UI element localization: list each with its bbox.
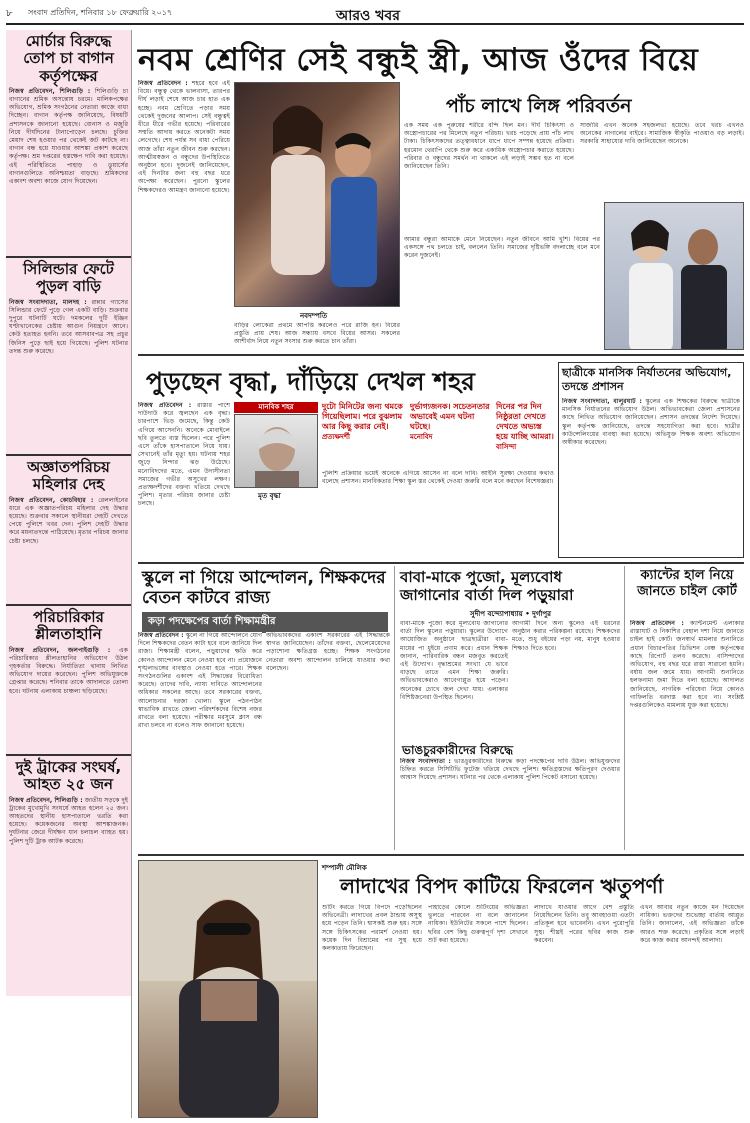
quote-box-3 (496, 402, 554, 466)
quote-box-2 (410, 402, 494, 466)
quote-text: দুর্ভাগ্যজনক। সচেতনতার অভাবেই এমন ঘটনা ঘটছে। (410, 402, 490, 431)
left-story-byline: নিজস্ব প্রতিবেদন, শিলিগুড়ি : (9, 796, 83, 804)
left-story-truck-collision (6, 756, 131, 996)
teacher-salary-byline: নিজস্ব প্রতিবেদন : (138, 632, 184, 639)
left-story-body (9, 497, 128, 546)
story2-byline: নিজস্ব প্রতিবেদন : (138, 402, 192, 409)
left-story-headline: অজ্ঞাতপরিচয় মহিলার দেহ (27, 458, 110, 494)
parents-worship-column-b: আগামী দিনে অন্য স্কুলেও এই ধরনের অনুষ্ঠান করার পরিকল্পনা রয়েছে। শিক্ষকদের মতে, শুধু বইয়ের পড়া নয়, মানুষ হওয়ার শিক্ষাও দিতে হবে। (512, 620, 620, 738)
couple-photo (234, 82, 400, 307)
story2-column-b: পুলিশি প্রক্রিয়ার ভয়েই অনেকে এগিয়ে আসেন না বলে দাবি। আইনি সুরক্ষা দেওয়ার কথাও বলেছে প্রশাসন। মানবিকতার শিক্ষা স্কুল স্তর থেকেই দেওয়া জরুরি বলে মনে করছেন বিশেষজ্ঞরা। (322, 470, 554, 558)
actress-headline: লাদাখের বিপদ কাটিয়ে ফিরলেন ঋতুপর্ণা (340, 874, 664, 898)
burning-woman-headline: পুড়ছেন বৃদ্ধা, দাঁড়িয়ে দেখল শহর (146, 367, 475, 396)
parents-worship-headline: বাবা-মাকে পুজো, মূল্যবোধ জাগানোর বার্তা দিল পড়ুয়ারা (400, 568, 574, 604)
vandalism-headline: ভাঙচুরকারীদের বিরুদ্ধে (402, 743, 514, 757)
quote-box-1 (322, 402, 406, 466)
quote-name: মনোবিদ (410, 433, 433, 441)
left-story-tea-garden (6, 30, 131, 258)
left-story-text: এক পরিচারিকার শ্লীলতাহানির অভিযোগ উঠল গৃহকর্তার বিরুদ্ধে। নির্যাতিতা থানায় লিখিত অভিযোগ দায়ের করেছেন। পুলিশ অভিযুক্তকে গ্রেপ্তার করেছে। শনিবার তাকে আদালতে তোলা হবে। ঘটনায় এলাকায় চাঞ্চল্য ছড়িয়েছে। (9, 646, 128, 695)
column-divider (624, 566, 625, 850)
sex-change-body-b: সার্জারি এখন অনেক সহজলভ্য হয়েছে। তবে খরচ এখনও অনেকের নাগালের বাইরে। সামাজিক স্বীকৃতি পাওয়াও বড় লড়াই। সরকারি সাহায্যের দাবি জানিয়েছেন অনেকে। (580, 122, 744, 200)
quote-text: দুটো মিনিটের জন্য থমকে গিয়েছিলাম। পরে বুঝলাম আর কিছু করার নেই। (322, 402, 403, 431)
quote-text: দিনের পর দিন নিষ্ঠুরতা দেখতে দেখতে অভ্যস্ত হয়ে যাচ্ছি আমরা। (496, 402, 554, 441)
left-story-byline: নিজস্ব প্রতিবেদন, শিলিগুড়ি : (9, 87, 91, 95)
teacher-salary-headline: স্কুলে না গিয়ে আন্দোলন, শিক্ষকদের বেতন কাটবে রাজ্য (142, 568, 386, 608)
harassment-headline: ছাত্রীকে মানসিক নির্যাতনের অভিযোগ, তদন্তে প্রশাসন (562, 366, 732, 393)
left-story-headline: দুই ট্রাকের সংঘর্ষ, আহত ২৫ জন (15, 758, 122, 794)
left-story-byline: নিজস্ব প্রতিবেদন, কোচবিহার : (9, 496, 94, 504)
teacher-salary-column-a (138, 632, 262, 848)
story1-byline: নিজস্ব প্রতিবেদন : (138, 80, 188, 87)
story2-body: রাস্তার পাশে দাউদাউ করে জ্বলছেন এক বৃদ্ধা। চারপাশে ভিড় জমেছে, কিন্তু কেউ এগিয়ে আসেননি। অনেকে মোবাইলে ছবি তুলতে ব্যস্ত ছিলেন। পরে পুলিশ এসে তাঁকে হাসপাতালে নিয়ে যায়। সেখানেই তাঁর মৃত্যু হয়। ঘটনায় শহর জুড়ে নিন্দার ঝড় উঠেছে। মনোবিদদের মতে, এমন উদাসীনতা সমাজের গভীর অসুখের লক্ষণ। প্রত্যক্ষদর্শীদের বক্তব্য খতিয়ে দেখছে পুলিশ। মৃতার পরিচয় জানার চেষ্টা চলছে। (138, 402, 230, 508)
quote-name: প্রত্যক্ষদর্শী (322, 433, 351, 441)
harassment-body (562, 398, 740, 554)
section-divider (138, 354, 744, 356)
section-divider (138, 562, 744, 564)
vandalism-text: ভাঙচুরকারীদের বিরুদ্ধে কড়া পদক্ষেপের দাবি উঠল। অভিযুক্তদের চিহ্নিত করতে সিসিটিভি ফুটেজ খতিয়ে দেখছে পুলিশ। ক্ষতিগ্রস্তদের ক্ষতিপূরণ দেওয়ার আশ্বাস দিয়েছে প্রশাসন। ঘটনার পর থেকে এলাকায় পুলিশ পিকেট বসানো হয়েছে। (400, 758, 620, 782)
cantonment-court-headline: ক্যান্টের হাল নিয়ে জানতে চাইল কোর্ট (637, 568, 737, 599)
quote-name: বাসিন্দা (496, 443, 517, 451)
left-story-harassment (6, 606, 131, 756)
actress-column-d: এখন আবার নতুন কাজে মন দিয়েছেন নায়িকা। ভক্তদের শুভেচ্ছা বার্তায় আপ্লুত তিনি। জানালেন, এই অভিজ্ঞতা তাঁকে আরও শক্ত করেছে। প্রকৃতির সঙ্গে লড়াই করে কাজ করার আনন্দই আলাদা। (640, 904, 744, 1116)
left-story-text: জাতীয় সড়কে দুই ট্রাকের মুখোমুখি সংঘর্ষে আহত হলেন ২৫ জন। আহতদের স্থানীয় হাসপাতালে ভরতি করা হয়েছে। কয়েকজনের অবস্থা আশঙ্কাজনক। দুর্ঘটনার জেরে দীর্ঘক্ষণ যান চলাচল ব্যাহত হয়। পুলিশ দুটি ট্রাক আটক করেছে। (9, 796, 128, 845)
actress-photo-credit: শম্পালী মৌলিক (322, 864, 367, 872)
actress-column-c: লাদাখে যাওয়ার আগে বেশ প্রস্তুতি নিয়েছিলেন তিনি। তবু আবহাওয়া এতটা প্রতিকূল হবে ভাবেননি। এখন পুরোপুরি সুস্থ। শীঘ্রই পরের ছবির কাজ শুরু করবেন। (534, 904, 634, 1116)
story2-column-a (138, 402, 230, 554)
dateline: সংবাদ প্রতিদিন, শনিবার ১৮ ফেব্রুয়ারি ২০১৭ (28, 8, 173, 17)
section-divider (138, 854, 744, 856)
harassment-text: স্কুলের এক শিক্ষকের বিরুদ্ধে ছাত্রীকে মানসিক নির্যাতনের অভিযোগ উঠল। অভিভাবকেরা জেলা প্রশাসনের কাছে লিখিত অভিযোগ জানিয়েছেন। প্রশাসন তদন্তের নির্দেশ দিয়েছে। স্কুল কর্তৃপক্ষ জানিয়েছে, তদন্তে সহযোগিতা করা হবে। ছাত্রীর কাউন্সেলিংয়ের ব্যবস্থা করা হয়েছে। অভিযুক্ত শিক্ষক অবশ্য অভিযোগ অস্বীকার করেছেন। (562, 398, 740, 447)
left-story-body (9, 88, 128, 186)
story1-column-a (138, 80, 230, 330)
column-divider (394, 566, 395, 850)
couple-photo-illustration (235, 83, 400, 307)
harassment-byline: নিজস্ব সংবাদদাতা, বালুরঘাট : (562, 398, 642, 405)
cantonment-court-text: ক্যান্টনমেন্ট এলাকার রাস্তাঘাট ও নিকাশির বেহাল দশা নিয়ে জানতে চাইল হাই কোর্ট। জনস্বার্থ মামলার শুনানিতে প্রধান বিচারপতির ডিভিশন বেঞ্চ কর্তৃপক্ষের কাছে রিপোর্ট তলব করেছে। বাসিন্দাদের অভিযোগ, বহু বছর ধরে রাস্তা সারানো হয়নি। বর্ষায় জল জমে যায়। আগামী শুনানিতে হলফনামা জমা দিতে বলা হয়েছে। আদালত জানিয়েছে, নাগরিক পরিষেবা নিয়ে কোনও গাফিলতি বরদাস্ত করা হবে না। সংশ্লিষ্ট দপ্তরগুলিকেও মামলায় যুক্ত করা হয়েছে। (630, 620, 744, 710)
parents-worship-byline: সুদীপ বন্দ্যোপাধ্যায় • দুর্গাপুর (470, 610, 552, 618)
left-story-byline: নিজস্ব প্রতিবেদন, জলপাইগুড়ি : (9, 646, 111, 654)
left-story-byline: নিজস্ব সংবাদদাতা, মালদহ : (9, 298, 87, 306)
left-story-text: রেললাইনের ধারে এক অজ্ঞাতপরিচয় মহিলার দেহ উদ্ধার হয়েছে। শুক্রবার সকালে স্থানীয়রা দেহটি দেখতে পেয়ে পুলিশে খবর দেন। পুলিশ দেহটি উদ্ধার করে ময়নাতদন্তে পাঠিয়েছে। মৃতার পরিচয় জানার চেষ্টা চলছে। (9, 496, 129, 545)
actress-photo (138, 860, 318, 1118)
left-story-body (9, 299, 128, 356)
actress-column-b: পাহাড়ের কোলে শুটিংয়ের অভিজ্ঞতা ভুলতে পারবেন না বলে জানালেন নায়িকা। ইউনিটের সকলে পাশে ছিলেন। ছবির বেশ কিছু গুরুত্বপূর্ণ দৃশ্য সেখানে শুট করা হয়েছে। (428, 904, 528, 1116)
couple-photo-caption: নবদম্পতি (300, 312, 328, 320)
left-story-cylinder (6, 258, 131, 456)
elderly-woman-caption: মৃত বৃদ্ধা (258, 492, 281, 500)
vandalism-body (400, 758, 620, 850)
main-headline: নবম শ্রেণির সেই বন্ধুই স্ত্রী, আজ ওঁদের বিয়ে (138, 42, 699, 78)
cantonment-court-body (630, 620, 744, 850)
transgender-couple-photo (604, 202, 744, 350)
actress-column-a: শুটিং করতে গিয়ে বিপদে পড়েছিলেন অভিনেত্রী। লাদাখের প্রবল ঠান্ডায় অসুস্থ হয়ে পড়েন তিনি। শ্বাসকষ্ট শুরু হয়। সঙ্গে সঙ্গে চিকিৎসকের পরামর্শ নেওয়া হয়। কয়েক দিন বিশ্রামের পর সুস্থ হয়ে কলকাতায় ফিরেছেন। (322, 904, 422, 1116)
left-story-body-found (6, 456, 131, 606)
vandalism-byline: নিজস্ব সংবাদদাতা : (400, 758, 451, 765)
story1-body-a: শহরে হবে এই বিয়ে। বন্ধুত্ব থেকে ভালবাসা, তারপর দীর্ঘ লড়াই শেষে আজ চার হাত এক হচ্ছে। নবম শ্রেণিতে পড়ার সময় থেকেই দুজনের আলাপ। সেই বন্ধুত্বই ধীরে ধীরে গভীর হয়েছে। পরিবারের সম্মতি আদায় করতে অনেকটা সময় লেগেছে। শেষ পর্যন্ত সব বাধা পেরিয়ে আজ তাঁরা নতুন জীবন শুরু করছেন। আত্মীয়স্বজন ও বন্ধুদের উপস্থিতিতে অনুষ্ঠান হবে। দুজনেই জানিয়েছেন, এই দিনটার জন্য বহু বছর ধরে অপেক্ষা করেছেন। পুরনো স্কুলের শিক্ষকদেরও আমন্ত্রণ জানানো হয়েছে। (138, 80, 230, 194)
sex-change-body-c: আমার বন্ধুরা আমাকে মেনে নিয়েছেন। নতুন জীবনে আমি খুশি। বিয়ের পর একসঙ্গে পথ চলতে চাই, বললেন তিনি। সমাজের দৃষ্টিভঙ্গি বদলাচ্ছে বলে মনে করেন দুজনেই। (404, 236, 600, 346)
elderly-woman-photo (234, 414, 318, 488)
parents-worship-column-a: বাবা-মাকে পুজো করে মূল্যবোধ জাগানোর বার্তা দিল স্কুলের পড়ুয়ারা। স্কুলের উদ্যোগে আয়োজিত অনুষ্ঠানে ছাত্রছাত্রীরা বাবা-মায়ের পা ধুইয়ে প্রণাম করে। প্রধান শিক্ষক জানান, পারিবারিক বন্ধন মজবুত করতেই এই উদ্যোগ। বৃদ্ধাশ্রমের সংখ্যা যে ভাবে বাড়ছে তাতে এমন শিক্ষা জরুরি। অভিভাবকেরাও আবেগাপ্লুত হয়ে পড়েন। অনেকের চোখে জল দেখা যায়। এলাকার বিশিষ্টজনেরা উপস্থিত ছিলেন। (400, 620, 508, 738)
left-story-text: শিলিগুড়ি চা বাগানের শ্রমিক অসন্তোষ চরমে। মালিকপক্ষের অভিযোগ, শ্রমিক সংগঠনের নেতারা কাজে বাধা দিচ্ছেন। বাগান কর্তৃপক্ষ জানিয়েছে, বিষয়টি প্রশাসনকে জানানো হয়েছে। বোনাস ও মজুরি নিয়ে দীর্ঘদিনের টানাপোড়েন চলছে। চুক্তির মেয়াদ শেষ হওয়ার পর থেকেই জট কাটছে না। বাগান বন্ধ হয়ে যাওয়ার আশঙ্কা প্রকাশ করেছে কর্তৃপক্ষ। শ্রম দপ্তরের হস্তক্ষেপ দাবি করা হয়েছে। এই পরিস্থিতিতে পাহাড় ও ডুয়ার্সের বাগানগুলিতে অনিশ্চয়তা বাড়ছে। শ্রমিকদের একাংশ অবশ্য কাজে যোগ দিয়েছেন। (9, 87, 129, 185)
left-story-body (9, 647, 128, 696)
teacher-salary-body: স্কুলে না গিয়ে আন্দোলনে যোগ দিলে শিক্ষকদের বেতন কাটা হবে বলে জানিয়ে দিল রাজ্য। শিক্ষামন্ত্রী বলেন, পড়ুয়াদের ক্ষতি করে কোনও আন্দোলন মেনে নেওয়া হবে না। প্রয়োজনে শৃঙ্খলাভঙ্গের ব্যবস্থাও নেওয়া হতে পারে। শিক্ষক সংগঠনগুলির একাংশ এই সিদ্ধান্তের বিরোধিতা করেছে। তাদের দাবি, ন্যায্য দাবিতে আন্দোলনের অধিকার সকলের আছে। তবে সরকারের বক্তব্য, আলোচনার দরজা খোলা। স্কুলে পঠনপাঠন স্বাভাবিক রাখতে জেলা পরিদর্শকদের বিশেষ নজর রাখতে বলা হয়েছে। পরীক্ষার মরসুমে ক্লাস বন্ধ রাখা চলবে না বলেও সাফ জানানো হয়েছে। (138, 632, 262, 730)
actress-illustration (139, 861, 318, 1118)
page-number: ৮ (6, 8, 13, 19)
sex-change-headline: পাঁচ লাখে লিঙ্গ পরিবর্তন (446, 95, 632, 117)
education-minister-strip: কড়া পদক্ষেপের বার্তা শিক্ষামন্ত্রীর (142, 612, 388, 633)
left-story-headline: পরিচারিকার শ্লীলতাহানি (33, 608, 104, 644)
sex-change-body-a: এক সময় এক পুরুষের শরীরে বন্দি ছিল মন। দীর্ঘ চিকিৎসা ও অস্ত্রোপচারের পর মিলেছে নতুন পরিচয়। খরচ পড়েছে প্রায় পাঁচ লাখ টাকা। চিকিৎসকদের তত্ত্বাবধানে ধাপে ধাপে সম্পন্ন হয়েছে প্রক্রিয়া। হরমোন থেরাপি থেকে শুরু করে একাধিক অস্ত্রোপচার করাতে হয়েছে। পরিবার ও বন্ধুদের সমর্থন না থাকলে এই লড়াই সম্ভব হত না বলে জানিয়েছেন তিনি। (404, 122, 574, 232)
left-story-headline: সিলিন্ডার ফেটে পুড়ল বাড়ি (23, 260, 114, 296)
cantonment-court-byline: নিজস্ব প্রতিবেদন : (630, 620, 684, 627)
humane-city-tag: মানবিক শহর (234, 402, 318, 413)
story1-column-b: বাড়ির লোকেরা প্রথমে আপত্তি করলেও পরে রাজি হন। বিয়ের প্রস্তুতি প্রায় শেষ। আজ সন্ধ্যায় বসবে বিয়ের আসর। সকলের আশীর্বাদ নিয়ে নতুন সংসার শুরু করতে চান তাঁরা। (234, 322, 400, 346)
transgender-couple-illustration (605, 203, 744, 350)
left-story-body (9, 797, 128, 846)
left-story-headline: মোর্চার বিরুদ্ধে তোপ চা বাগান কর্তৃপক্ষের (23, 32, 114, 85)
section-title: আরও খবর (336, 8, 400, 24)
left-story-text: রান্নার গ্যাসের সিলিন্ডার ফেটে পুড়ে গেল একটি বাড়ি। শুক্রবার দুপুরে ঘটনাটি ঘটে। দমকলের দুটি ইঞ্জিন ঘণ্টাখানেকের চেষ্টায় আগুন নিয়ন্ত্রণে আনে। কেউ হতাহত হননি। তবে আসবাবপত্র সহ প্রচুর জিনিস পুড়ে ছাই হয়ে গিয়েছে। পুলিশ ঘটনার তদন্ত শুরু করেছে। (9, 298, 128, 355)
left-column (6, 30, 132, 1118)
masthead (6, 3, 744, 25)
elderly-woman-illustration (235, 415, 318, 488)
teacher-salary-column-b: অভিভাবকদের একাংশ সরকারের এই সিদ্ধান্তকে স্বাগত জানিয়েছেন। তাঁদের বক্তব্য, ছেলেমেয়েদের পড়াশোনা ক্ষতিগ্রস্ত হচ্ছে। শিক্ষক সংগঠনের নেতারা অবশ্য আন্দোলন চালিয়ে যাওয়ার কথা বলেছেন। (266, 632, 390, 848)
